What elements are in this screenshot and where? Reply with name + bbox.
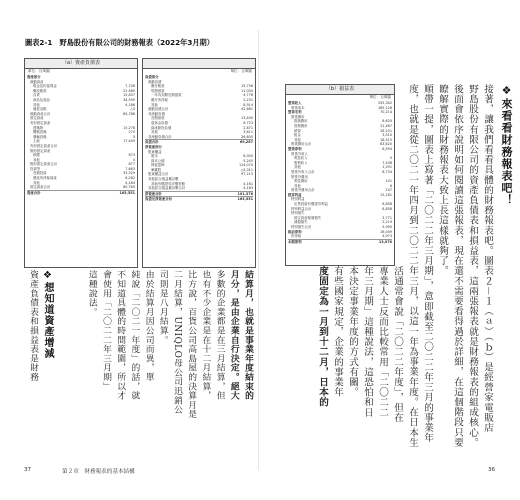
row-value: 877 — [128, 162, 135, 167]
text-column: 年三月期」這種說法，這恐怕和日 — [362, 266, 373, 418]
row-label: 一年內到期長期借款 — [151, 93, 182, 98]
row-value: 185,128 — [377, 105, 392, 110]
text-column: 司則是八月結算。 — [157, 270, 168, 345]
row-value: 8,914 — [243, 102, 253, 107]
row-value: 15,837 — [123, 93, 135, 98]
left-chapter-title: 第２章 財務報表的基本結構 — [62, 469, 135, 475]
text-column: 也有不少企業是在十二月結算， — [200, 270, 211, 401]
row-label: 投資等 — [30, 166, 41, 171]
row-value: 15,181 — [380, 192, 392, 197]
row-value: 6,723 — [243, 120, 253, 125]
row-label: 稅前淨利 — [288, 229, 302, 234]
row-value: 8,858 — [382, 202, 392, 207]
row-value: 33,329 — [123, 171, 135, 176]
liabilities-column — [145, 75, 253, 265]
row-value: 2,231 — [243, 97, 253, 102]
row-label: 其他綜合損益累計數 — [148, 177, 179, 182]
row-value: 15,278 — [123, 125, 135, 130]
left-page-number: 37 — [24, 467, 32, 473]
liabilities-table — [142, 58, 256, 268]
row-value: 873 — [128, 153, 135, 158]
table-row — [27, 190, 135, 196]
balance-sheet-title: （a）資產負債表 — [25, 59, 137, 69]
row-label: 應付所得稅 — [151, 97, 168, 102]
row-label: 資產除役負債 — [151, 125, 172, 130]
row-label: 其他 — [294, 137, 301, 142]
text-column: 月分，是由企業自行決定。絕大 — [228, 270, 239, 401]
row-label: 庫藏股 — [151, 167, 162, 172]
row-label: 股本 — [151, 154, 158, 159]
row-label: 負債部分 — [145, 75, 159, 79]
row-label: 應付帳款 — [151, 84, 165, 89]
text-column: 接著，讓我們看看具體的財務報表吧。圖表２－１（ａ）（ｂ）是經營家電販店 — [482, 84, 493, 433]
row-label: 推銷費用 — [294, 119, 308, 124]
row-label: 資本公積 — [151, 158, 165, 163]
row-label: 出售投資有價證券利益 — [294, 202, 328, 207]
row-label: 營業外收入合計 — [291, 169, 315, 174]
row-label: 應收帳款 — [33, 88, 47, 93]
row-value: 6 — [389, 183, 392, 188]
row-label: 建築物 — [33, 125, 44, 130]
row-label: 利息費用 — [294, 179, 308, 184]
row-value: 7,438 — [382, 160, 392, 165]
row-label: 固定資產合計 — [30, 185, 51, 190]
row-label: 固定資產報廢損失 — [294, 215, 322, 220]
row-value: 97,213 — [241, 172, 253, 177]
row-label: 保留盈餘 — [151, 163, 165, 168]
row-label: 長期借款 — [151, 116, 165, 121]
row-label: 其他有價證券評價差額 — [151, 181, 185, 186]
assets-column — [27, 75, 135, 265]
text-column: 野島股份有限公司的資產負債表和損益表，這兩張報表就是財務報表的組成核心。 — [467, 84, 478, 448]
row-value: 114,070 — [238, 163, 253, 168]
row-value: 5 — [132, 134, 135, 139]
row-value: 8,858 — [382, 206, 392, 211]
row-value: 69,287 — [239, 140, 253, 145]
row-label: 現金及約當現金 — [33, 84, 57, 89]
row-value: 255,342 — [377, 101, 392, 105]
page-gutter — [258, 30, 259, 470]
row-label: 備抵呆帳 — [33, 107, 47, 112]
row-label: 有形固定資產合計 — [30, 143, 58, 148]
balance-sheet-unit-right: 單位：百萬圓 — [230, 69, 252, 73]
text-column: 比方說，百貨公司高島屋的決算月是 — [186, 270, 197, 419]
row-value: 5,990 — [382, 225, 392, 230]
income-statement-unit: 單位：百萬圓 — [369, 95, 391, 99]
row-label: 長期投資 — [33, 171, 47, 176]
row-value: 28,101 — [380, 128, 392, 133]
row-value: 11,000 — [241, 88, 253, 93]
row-label: 薪資 — [294, 128, 301, 133]
row-value: 270 — [128, 130, 135, 135]
row-value: 4,186 — [125, 102, 135, 107]
row-label: 有形固定資產 — [30, 120, 51, 125]
row-label: 遞延所得稅資產 — [33, 176, 57, 181]
row-label: 營業收入 — [288, 101, 302, 105]
row-label: 無形固定資產 — [30, 148, 51, 153]
text-column: 結算月，也就是事業年度結束的 — [243, 270, 253, 401]
row-value: 4 — [132, 157, 135, 162]
text-column: 不知道具體的時間範圍，所以才 — [115, 270, 126, 401]
row-label: 利息收入 — [294, 156, 308, 161]
balance-sheet-table — [24, 58, 138, 268]
row-label: 營業毛利 — [288, 110, 302, 115]
row-label: 其他 — [151, 102, 158, 107]
text-column: 瞭解實際的財務報表大致上長這樣就夠了。 — [437, 84, 448, 276]
text-column: 會使用「二〇二二年三月期」 — [101, 270, 111, 391]
text-column: 活通常會說「二〇二二年度」，但在 — [392, 266, 403, 423]
row-label: 資產合計 — [27, 190, 41, 195]
row-value: 70,214 — [380, 110, 392, 115]
row-label: 淨資產部分 — [145, 144, 162, 149]
row-label: 負債合計 — [145, 140, 159, 145]
right-page-number: 36 — [488, 467, 496, 473]
row-label: 本期淨利 — [288, 239, 302, 244]
row-label: 其他綜合損益累計數合計 — [148, 186, 186, 191]
left-page-body — [24, 270, 256, 455]
row-value: △3 — [130, 107, 135, 112]
row-label: 存貨 — [33, 93, 40, 98]
row-value: 4,776 — [243, 93, 253, 98]
row-value: 2,871 — [243, 125, 253, 130]
text-column: 專業人士反而比較常用「二〇二二 — [377, 266, 388, 418]
row-value: 141 — [385, 179, 392, 184]
row-label: 管理費用 — [294, 123, 308, 128]
row-value: 1,291 — [382, 165, 392, 170]
row-label: 流動資產合計 — [30, 111, 51, 116]
row-value: 8,620 — [382, 119, 392, 124]
row-value: 18,049 — [380, 229, 392, 234]
text-column: 這種說法。 — [86, 270, 97, 317]
row-label: 流動負債 — [148, 79, 162, 84]
row-label: 股東權益 — [148, 149, 162, 154]
row-label: 經常利益 — [288, 192, 302, 197]
row-value: 21,467 — [380, 123, 392, 128]
row-label: 非流動負債合計 — [148, 134, 172, 139]
row-label: 營業淨利 — [288, 146, 302, 151]
table-row — [145, 196, 253, 202]
row-value: 8,000 — [243, 154, 253, 159]
row-value: 7,706 — [125, 84, 135, 89]
row-value: 8,734 — [382, 169, 392, 174]
row-label: 商品及產品 — [33, 97, 50, 102]
text-column: 度，也就是從二〇二一年四月到二〇二二年三月，以這一年為事業年度。在日本生 — [407, 84, 418, 448]
figure-title: 圖表2-1 野島股份有限公司的財務報表（2022年3月期） — [25, 38, 214, 47]
row-value: 7,663 — [125, 166, 135, 171]
row-label: 特別損失合計 — [291, 225, 312, 230]
row-label: 特別利益 — [291, 197, 305, 202]
row-label: 其他 — [294, 183, 301, 188]
text-column: 多數的企業都是在三月結算，但 — [214, 270, 225, 401]
text-column: 後面會依序說明如何閱讀這張報表，現在還不需要看得過於詳細，在這個階段只要 — [452, 84, 463, 448]
text-column: 有些國家規定，企業的事業年 — [332, 266, 343, 398]
income-statement-title: （b）損益表 — [286, 85, 394, 95]
row-value: 18,515 — [380, 137, 392, 142]
text-column: 本決定事業年度的方式有關。 — [347, 266, 358, 398]
text-column: 順帶一提，圖表上寫著「二〇二二年三月期」，意即截至二〇二二年三月的事業年 — [422, 84, 433, 443]
row-value: 165,551 — [237, 197, 253, 202]
right-page-body — [262, 40, 512, 460]
row-value: 3,510 — [382, 133, 392, 138]
row-label: 營業費用 — [291, 114, 305, 119]
text-column: 二月結算，UNIQLO母公司迅銷公 — [172, 270, 182, 415]
balance-sheet-unit-left: 單位：百萬圓 — [28, 69, 50, 73]
row-label: 營業費用合計 — [291, 142, 312, 147]
text-column: 度固定為一月到十二月，日本的 — [317, 266, 328, 408]
row-label: 軟體 — [33, 153, 40, 158]
row-label: 營業外費用合計 — [291, 188, 315, 193]
row-value: 3,771 — [382, 215, 392, 220]
row-label: 特別損失 — [291, 211, 305, 216]
row-label: 機械設備 — [33, 130, 47, 135]
text-column: 資產負債表和損益表是財務 — [28, 270, 38, 382]
row-value: 4,163 — [243, 186, 253, 191]
row-label: 淨資產合計 — [145, 191, 162, 196]
row-label: 特別利益合計 — [291, 206, 312, 211]
row-value: 13,076 — [378, 239, 392, 244]
row-label: 租金 — [294, 133, 301, 138]
row-label: 流動負債合計 — [148, 107, 169, 112]
liabilities-header — [143, 59, 255, 69]
row-label: 營業成本 — [291, 105, 305, 110]
row-label: 資產部分 — [27, 75, 41, 79]
row-label: 土地 — [33, 139, 40, 144]
row-value: 80,765 — [123, 185, 135, 190]
row-value: 5,245 — [243, 158, 253, 163]
row-value: 101,376 — [237, 191, 253, 196]
row-label: 減損損失 — [294, 220, 308, 225]
row-value: 4,973 — [382, 234, 392, 239]
section-heading: ❖來看看財務報表吧！ — [500, 84, 513, 206]
row-label: 股東權益合計 — [148, 172, 169, 177]
row-label: 其他 — [33, 102, 40, 107]
row-value: 6,262 — [125, 176, 135, 181]
subheading: ❖想知道資產增減 — [42, 270, 53, 359]
row-value: 165,551 — [119, 190, 135, 195]
row-label: 其他 — [294, 165, 301, 170]
row-label: 其他 — [151, 130, 158, 135]
row-value: 4,161 — [243, 181, 253, 186]
row-label: 無形固定資產合計 — [30, 162, 58, 167]
text-column: 純說「二〇二一年度」的話，就 — [129, 270, 140, 401]
row-value: 6,594 — [382, 146, 392, 151]
row-value: 147 — [385, 188, 392, 193]
row-label: 其他 — [33, 180, 40, 185]
row-label: 負債及淨資產合計 — [145, 197, 173, 202]
row-label: 退休金負債 — [151, 120, 168, 125]
row-label: 運輸設備 — [33, 134, 47, 139]
row-value: 22,460 — [123, 88, 135, 93]
row-value: 63,620 — [380, 142, 392, 147]
row-label: 非流動負債 — [148, 111, 165, 116]
row-value: 34,599 — [123, 97, 135, 102]
row-value: 26,605 — [241, 134, 253, 139]
row-label: 營業外收入 — [291, 151, 308, 156]
row-label: 流動資產 — [30, 79, 44, 84]
row-value: 2,219 — [382, 220, 392, 225]
row-value: 42,681 — [241, 107, 253, 112]
row-value: △5,011 — [240, 167, 253, 172]
row-label: 其他 — [33, 157, 40, 162]
row-value: 15,758 — [241, 84, 253, 89]
text-column: 由於結算月因公司而異，單 — [143, 270, 154, 382]
row-value: 3,611 — [243, 130, 253, 135]
row-value: 84,786 — [123, 111, 135, 116]
row-label: 所得稅 — [291, 234, 302, 239]
row-label: 固定資產 — [30, 116, 44, 121]
row-value: 13,400 — [241, 116, 253, 121]
row-value: 5 — [389, 156, 392, 161]
row-label: 短期借款 — [151, 88, 165, 93]
row-label: 股利收入 — [294, 160, 308, 165]
row-label: 營業外費用 — [291, 174, 308, 179]
row-value: 17,449 — [123, 139, 135, 144]
row-value: 4,184 — [125, 180, 135, 185]
